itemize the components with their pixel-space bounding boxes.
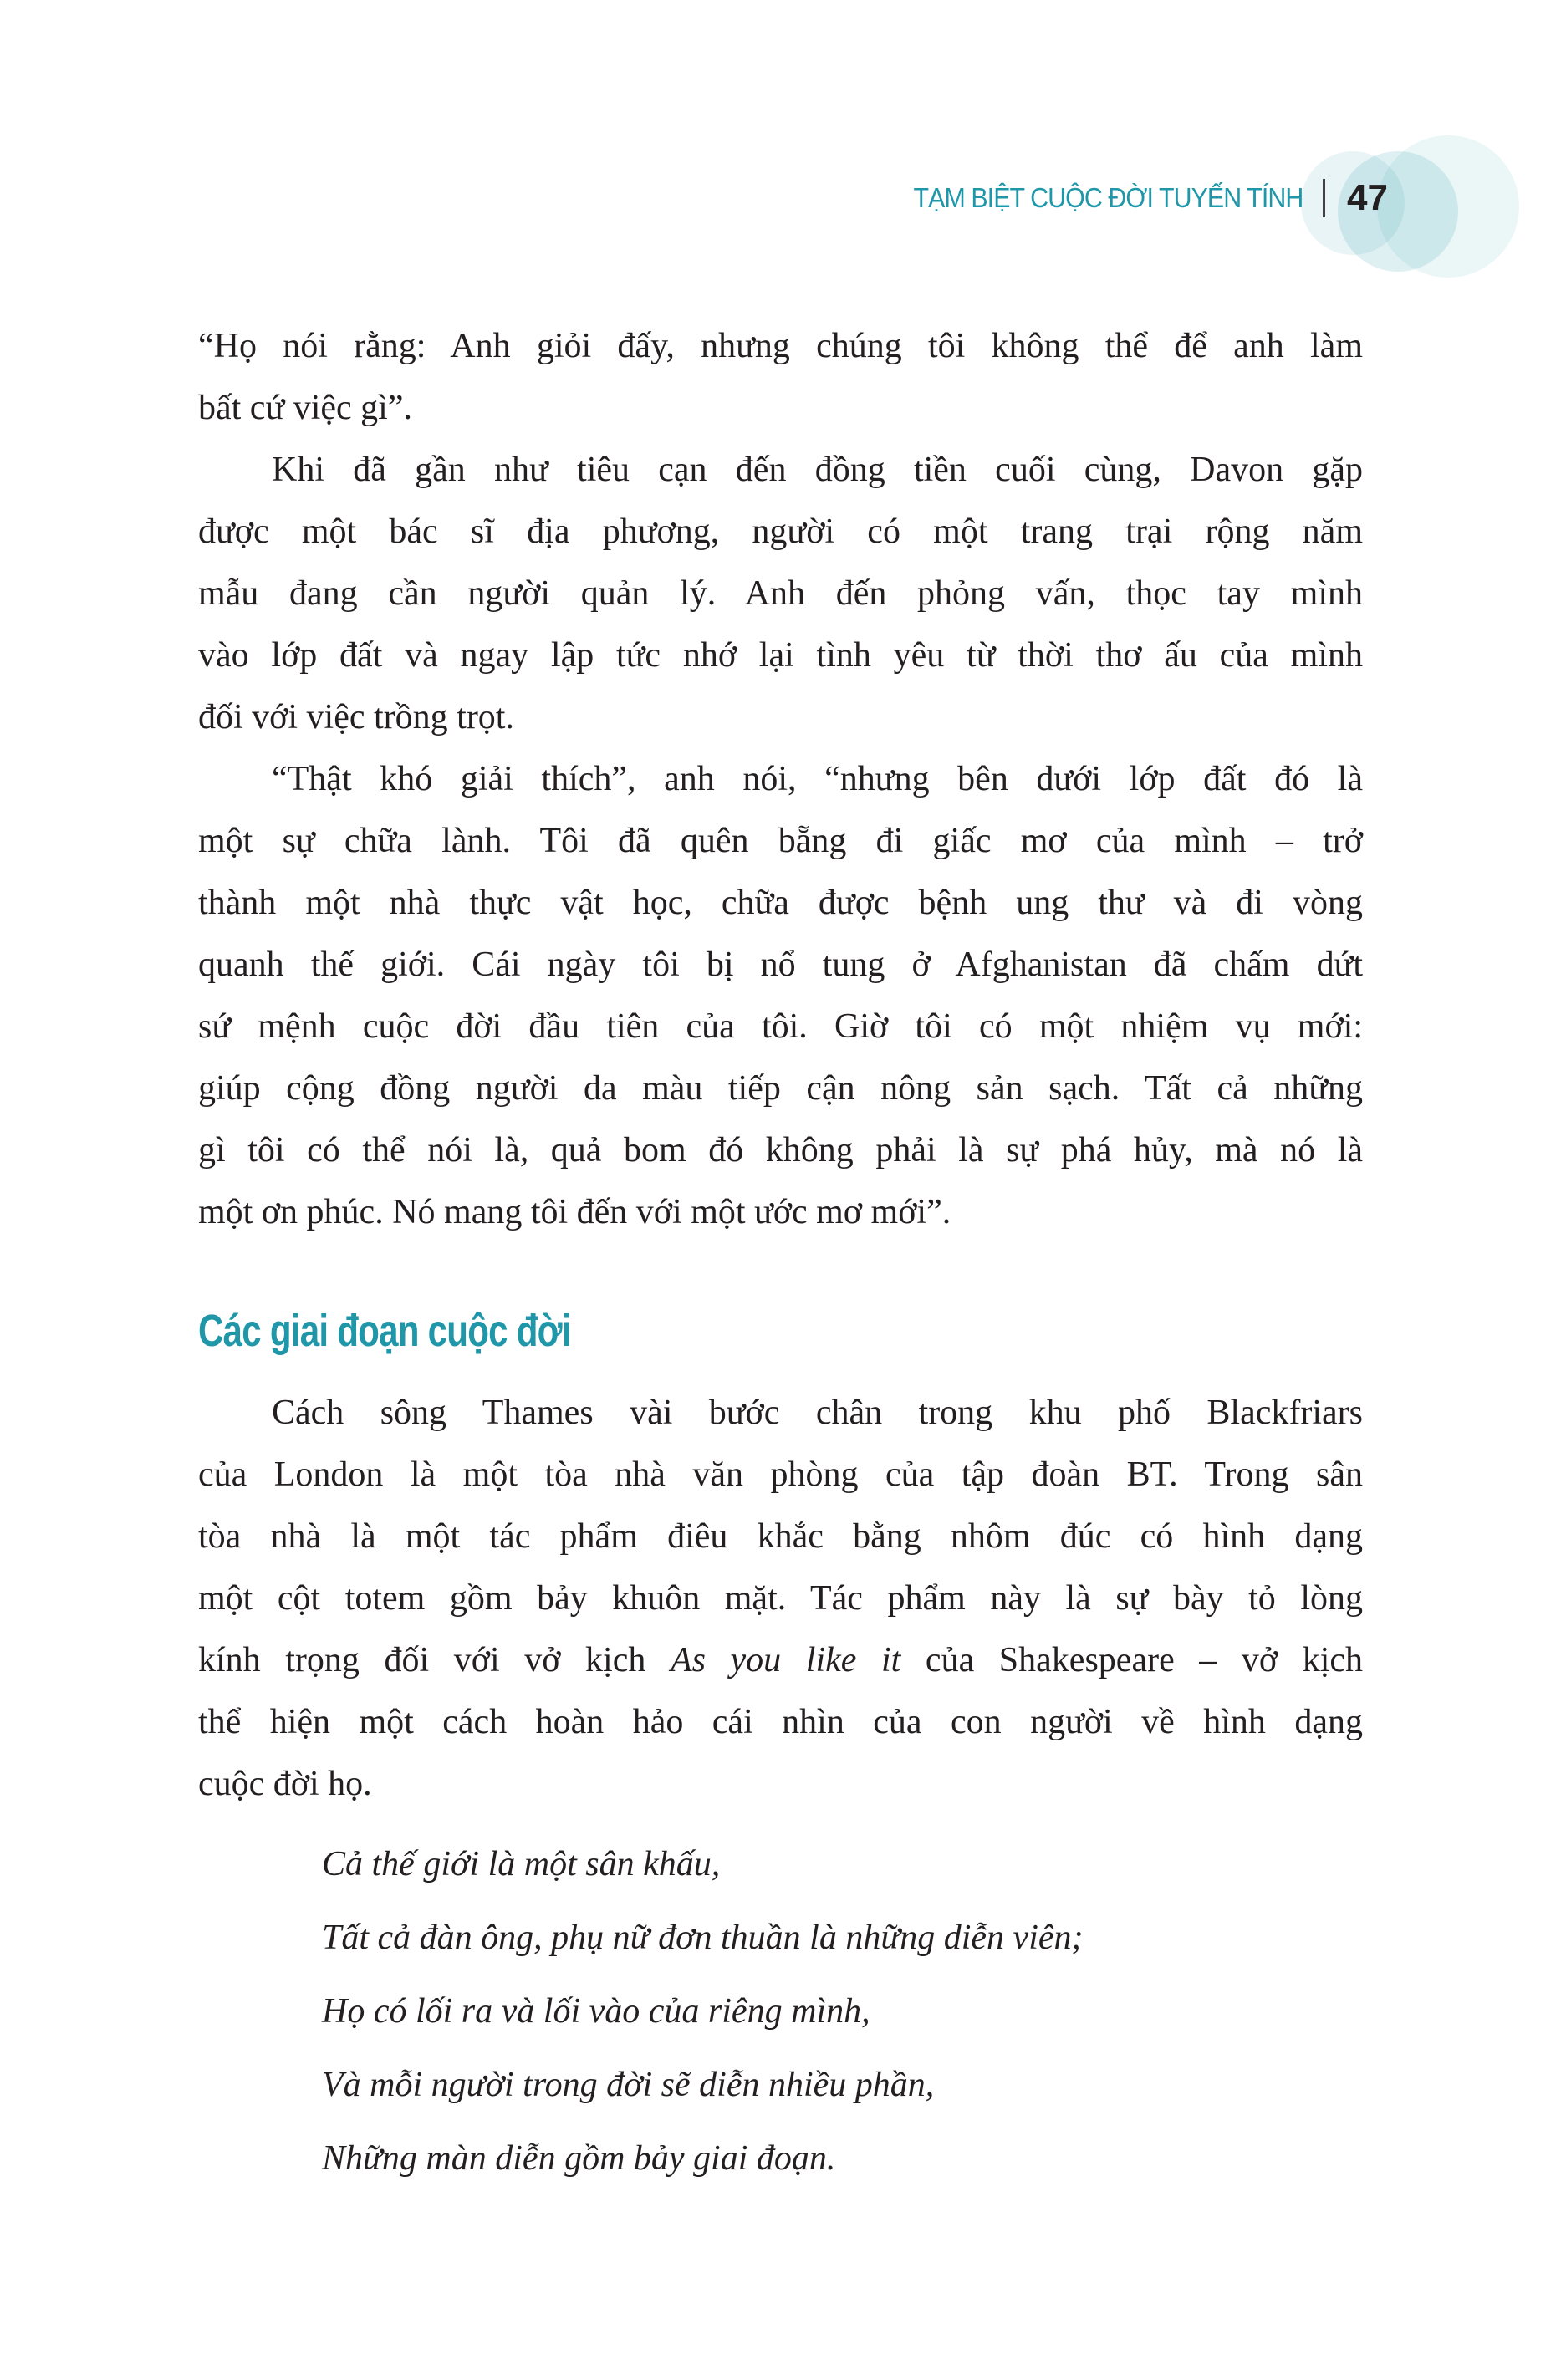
paragraph-line: cuộc đời họ. xyxy=(198,1765,372,1803)
line-text-pre: kính trọng đối với vở kịch xyxy=(198,1641,671,1679)
poem-line: Cả thế giới là một sân khấu, xyxy=(322,1845,721,1883)
section-heading: Các giai đoạn cuộc đời xyxy=(198,1306,571,1356)
paragraph-line: vào lớp đất và ngay lập tức nhớ lại tình yêu từ thời thơ ấu của mình xyxy=(198,636,1363,675)
play-title-italic: As you like it xyxy=(670,1641,901,1679)
page-number: 47 xyxy=(1347,177,1388,218)
paragraph-line: giúp cộng đồng người da màu tiếp cận nông sản sạch. Tất cả những xyxy=(198,1069,1363,1108)
paragraph-line: được một bác sĩ địa phương, người có một trang trại rộng năm xyxy=(198,512,1363,551)
poem-quote xyxy=(198,1827,1363,2195)
paragraph-line-with-italic xyxy=(198,1629,1363,1691)
paragraph-line: một ơn phúc. Nó mang tôi đến với một ước mơ mới”. xyxy=(198,1193,951,1231)
paragraph-line: của London là một tòa nhà văn phòng của tập đoàn BT. Trong sân xyxy=(198,1455,1363,1494)
paragraph-2 xyxy=(198,439,1363,748)
paragraph-line: thể hiện một cách hoàn hảo cái nhìn của con người về hình dạng xyxy=(198,1703,1363,1741)
paragraph-line: một sự chữa lành. Tôi đã quên bẵng đi giấc mơ của mình – trở xyxy=(198,822,1363,860)
running-head xyxy=(880,171,1388,225)
paragraph-line: bất cứ việc gì”. xyxy=(198,389,412,427)
paragraph-line: Cách sông Thames vài bước chân trong khu phố Blackfriars xyxy=(272,1394,1363,1432)
poem-line: Những màn diễn gồm bảy giai đoạn. xyxy=(322,2139,836,2178)
paragraph-line: một cột totem gồm bảy khuôn mặt. Tác phẩm này là sự bày tỏ lòng xyxy=(198,1579,1363,1618)
paragraph-4 xyxy=(198,1382,1363,1815)
paragraph-line: tòa nhà là một tác phẩm điêu khắc bằng nhôm đúc có hình dạng xyxy=(198,1517,1363,1556)
paragraph-line: Khi đã gần như tiêu cạn đến đồng tiền cuối cùng, Davon gặp xyxy=(272,451,1363,489)
poem-line: Tất cả đàn ông, phụ nữ đơn thuần là những diễn viên; xyxy=(322,1919,1084,1957)
paragraph-line: quanh thế giới. Cái ngày tôi bị nổ tung ở Afghanistan đã chấm dứt xyxy=(198,945,1363,984)
text-column xyxy=(198,315,1363,2195)
paragraph-1 xyxy=(198,315,1363,439)
paragraph-line: thành một nhà thực vật học, chữa được bệnh ung thư và đi vòng xyxy=(198,884,1363,922)
decor-circle-large xyxy=(1377,135,1519,278)
paragraph-3 xyxy=(198,748,1363,1243)
paragraph-line: đối với việc trồng trọt. xyxy=(198,698,514,736)
poem-line: Và mỗi người trong đời sẽ diễn nhiều phần, xyxy=(322,2066,935,2104)
paragraph-line: gì tôi có thể nói là, quả bom đó không phải là sự phá hủy, mà nó là xyxy=(198,1131,1363,1170)
chapter-title: TẠM BIỆT CUỘC ĐỜI TUYẾN TÍNH xyxy=(913,182,1303,213)
paragraph-line: “Họ nói rằng: Anh giỏi đấy, nhưng chúng tôi không thể để anh làm xyxy=(198,327,1363,365)
paragraph-line: mẫu đang cần người quản lý. Anh đến phỏng vấn, thọc tay mình xyxy=(198,574,1363,613)
line-text-post: của Shakespeare – vở kịch xyxy=(900,1641,1364,1679)
paragraph-line: “Thật khó giải thích”, anh nói, “nhưng bên dưới lớp đất đó là xyxy=(272,760,1363,798)
poem-line: Họ có lối ra và lối vào của riêng mình, xyxy=(322,1992,870,2031)
paragraph-line: sứ mệnh cuộc đời đầu tiên của tôi. Giờ tôi có một nhiệm vụ mới: xyxy=(198,1007,1363,1046)
header-separator xyxy=(1323,179,1325,217)
